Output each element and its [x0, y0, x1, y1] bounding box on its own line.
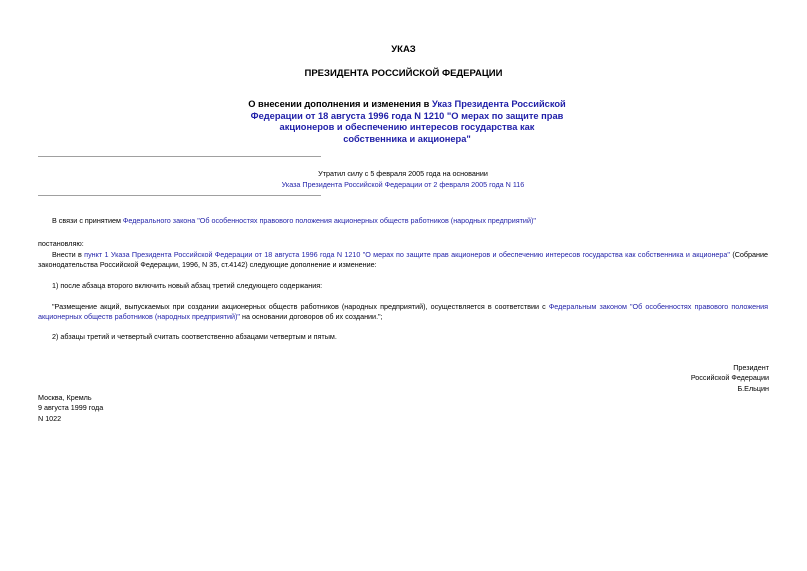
- paragraph-preamble: [52, 216, 772, 226]
- paragraph-amend: [38, 250, 768, 271]
- document-title: УКАЗ: [391, 44, 416, 55]
- paragraph-item-1: 1) после абзаца второго включить новый абзац третий следующего содержания:: [52, 281, 323, 290]
- document-heading: [248, 99, 566, 145]
- heading-prefix: О внесении дополнения и изменения в: [248, 99, 432, 109]
- signature-block: [569, 363, 769, 394]
- footer-place: Москва, Кремль: [38, 393, 92, 402]
- footer-date: 9 августа 1999 года: [38, 403, 104, 413]
- paragraph-quote: [38, 302, 768, 323]
- signature-title: Президент: [733, 363, 769, 372]
- document-issuer: ПРЕЗИДЕНТА РОССИЙСКОЙ ФЕДЕРАЦИИ: [304, 68, 503, 79]
- signature-org: Российской Федерации: [690, 373, 769, 383]
- link-federal-law[interactable]: Федерального закона "Об особенностях правового положения акционерных обществ работников (народных предприятий)": [122, 216, 536, 225]
- status-line: Утратил силу с 5 февраля 2005 года на основании: [318, 169, 488, 178]
- paragraph-text: Внести в: [52, 250, 85, 259]
- divider-bottom: [38, 195, 321, 196]
- divider-top: [38, 156, 321, 157]
- signature-name: Б.Ельцин: [737, 383, 769, 393]
- paragraph-text: (Собрание законодательства Российской Федерации, 1996, N 35, ст.4142) следующие дополнение и изменение:: [38, 250, 768, 270]
- paragraph-text: "Размещение акций, выпускаемых при создании акционерных обществ работников (народных предприятий), осуществляется в соответствии с: [52, 302, 549, 311]
- footer-block: [38, 393, 238, 424]
- link-federal-law-2[interactable]: Федеральным законом "Об особенностях правового положения акционерных обществ работников (народных предприятий)": [38, 302, 768, 322]
- status-link-decree-116[interactable]: Указа Президента Российской Федерации от 2 февраля 2005 года N 116: [281, 180, 525, 189]
- heading-link-decree-1210[interactable]: Указ Президента Российской Федерации от 18 августа 1996 года N 1210 "О мерах по защите прав акционеров и обеспечению интересов государства как собственника и акционера": [250, 99, 566, 144]
- paragraph-text: В связи с принятием: [52, 216, 123, 225]
- paragraph-text: на основании договоров об их создании.";: [239, 312, 383, 322]
- footer-number: N 1022: [38, 413, 62, 423]
- link-decree-1210-point-1[interactable]: пункт 1 Указа Президента Российской Федерации от 18 августа 1996 года N 1210 "О мерах по защите прав акционеров и обеспечению интересов государства как собственника и акционера": [84, 250, 730, 259]
- paragraph-item-2: 2) абзацы третий и четвертый считать соответственно абзацами четвертым и пятым.: [52, 332, 337, 341]
- paragraph-decree: постановляю:: [38, 239, 84, 248]
